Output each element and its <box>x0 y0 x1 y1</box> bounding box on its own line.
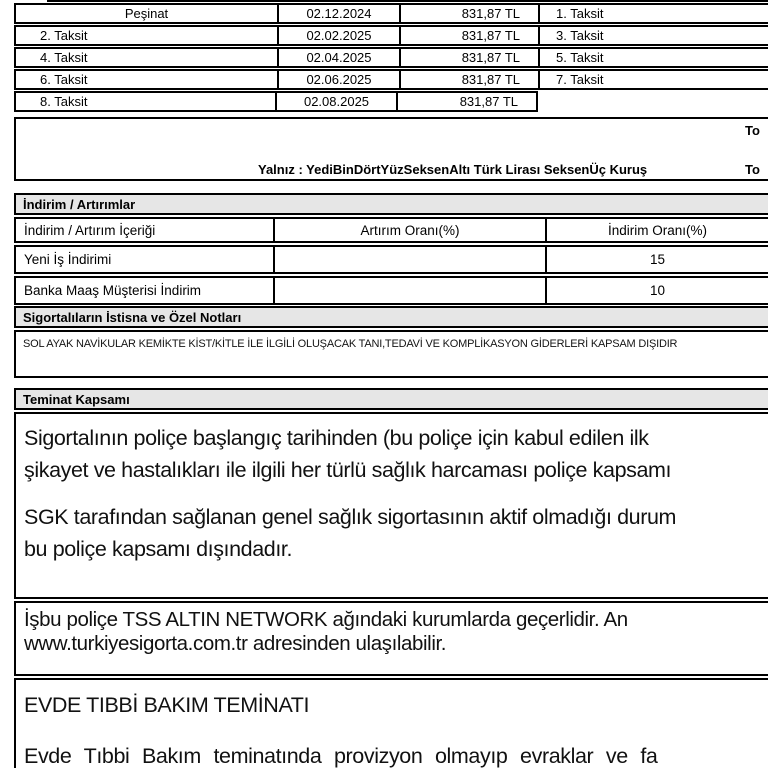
home-care-heading: EVDE TIBBİ BAKIM TEMİNATI <box>24 693 310 717</box>
installment-label: 4. Taksit <box>16 49 279 66</box>
discount-row <box>14 276 768 305</box>
col-header-content: İndirim / Artırım İçeriği <box>16 219 275 241</box>
exclusion-note: SOL AYAK NAVİKULAR KEMİKTE KİST/KİTLE İLE İLGİLİ OLUŞACAK TANI,TEDAVİ VE KOMPLİKASYON GİDERLERİ KAPSAM DIŞIDIR <box>23 338 678 350</box>
installments-table <box>14 3 768 113</box>
coverage-section-header <box>14 388 768 410</box>
exclusions-section-header <box>14 306 768 328</box>
home-care-paragraph-line: Evde Tıbbi Bakım teminatında provizyon olmayıp evraklar ve fa <box>24 744 658 768</box>
coverage-paragraph-line: şikayet ve hastalıkları ile ilgili her türlü sağlık harcaması poliçe kapsamı <box>24 458 672 482</box>
network-line: İşbu poliçe TSS ALTIN NETWORK ağındaki kurumlarda geçerlidir. An <box>24 608 628 631</box>
discount-increase <box>275 278 547 303</box>
installment-row <box>14 91 538 112</box>
installment-label: 8. Taksit <box>16 93 277 110</box>
installment-row <box>14 47 768 68</box>
installment-amount: 831,87 TL <box>401 71 540 88</box>
installment-row <box>14 3 768 24</box>
discounts-header-row <box>14 217 768 243</box>
col-header-discount: İndirim Oranı(%) <box>607 222 707 238</box>
installment-row <box>14 25 768 46</box>
installment-date: 02.06.2025 <box>279 71 401 88</box>
discount-content: Banka Maaş Müşterisi İndirim <box>16 278 275 303</box>
coverage-title: Teminat Kapsamı <box>23 391 130 407</box>
coverage-paragraph-line: Sigortalının poliçe başlangıç tarihinden (bu poliçe için kabul edilen ilk <box>24 426 649 450</box>
network-text-box <box>14 601 768 676</box>
coverage-paragraph-line: SGK tarafından sağlanan genel sağlık sigortasının aktif olmadığı durum <box>24 505 677 529</box>
summary-box <box>14 117 768 181</box>
cutoff-table-border <box>47 0 768 2</box>
coverage-paragraph-line: bu poliçe kapsamı dışındadır. <box>24 537 293 561</box>
amount-in-words: Yalnız : YediBinDörtYüzSeksenAltı Türk Lirası SeksenÜç Kuruş <box>258 162 648 177</box>
discount-rate: 15 <box>649 252 666 267</box>
installment-label-2: 7. Taksit <box>556 72 604 87</box>
installment-label-2: 3. Taksit <box>556 28 604 43</box>
installment-amount: 831,87 TL <box>401 5 540 22</box>
installment-amount: 831,87 TL <box>401 27 540 44</box>
installment-amount: 831,87 TL <box>401 49 540 66</box>
discount-rate: 10 <box>649 283 666 298</box>
installment-label: Peşinat <box>16 5 279 22</box>
col-header-increase: Artırım Oranı(%) <box>275 219 547 241</box>
installment-label-2: 5. Taksit <box>556 50 604 65</box>
exclusions-note-box <box>14 330 768 378</box>
installment-date: 02.04.2025 <box>279 49 401 66</box>
installment-label-2: 1. Taksit <box>556 6 604 21</box>
installment-date: 02.02.2025 <box>279 27 401 44</box>
installment-label: 2. Taksit <box>16 27 279 44</box>
total-label-fragment: To <box>745 162 760 177</box>
installment-label: 6. Taksit <box>16 71 279 88</box>
installment-amount: 831,87 TL <box>459 94 518 109</box>
discounts-section-header <box>14 193 768 215</box>
discount-increase <box>275 247 547 272</box>
installment-row <box>14 69 768 90</box>
exclusions-title: Sigortalıların İstisna ve Özel Notları <box>23 309 242 325</box>
discounts-title: İndirim / Artırımlar <box>23 196 136 212</box>
network-line: www.turkiyesigorta.com.tr adresinden ulaşılabilir. <box>24 632 447 655</box>
home-care-text-box <box>14 678 768 768</box>
installment-date: 02.08.2025 <box>277 93 398 110</box>
discount-row <box>14 245 768 274</box>
installment-date: 02.12.2024 <box>279 5 401 22</box>
discount-content: Yeni İş İndirimi <box>16 247 275 272</box>
coverage-text-box <box>14 412 768 599</box>
total-label-fragment: To <box>745 123 760 138</box>
